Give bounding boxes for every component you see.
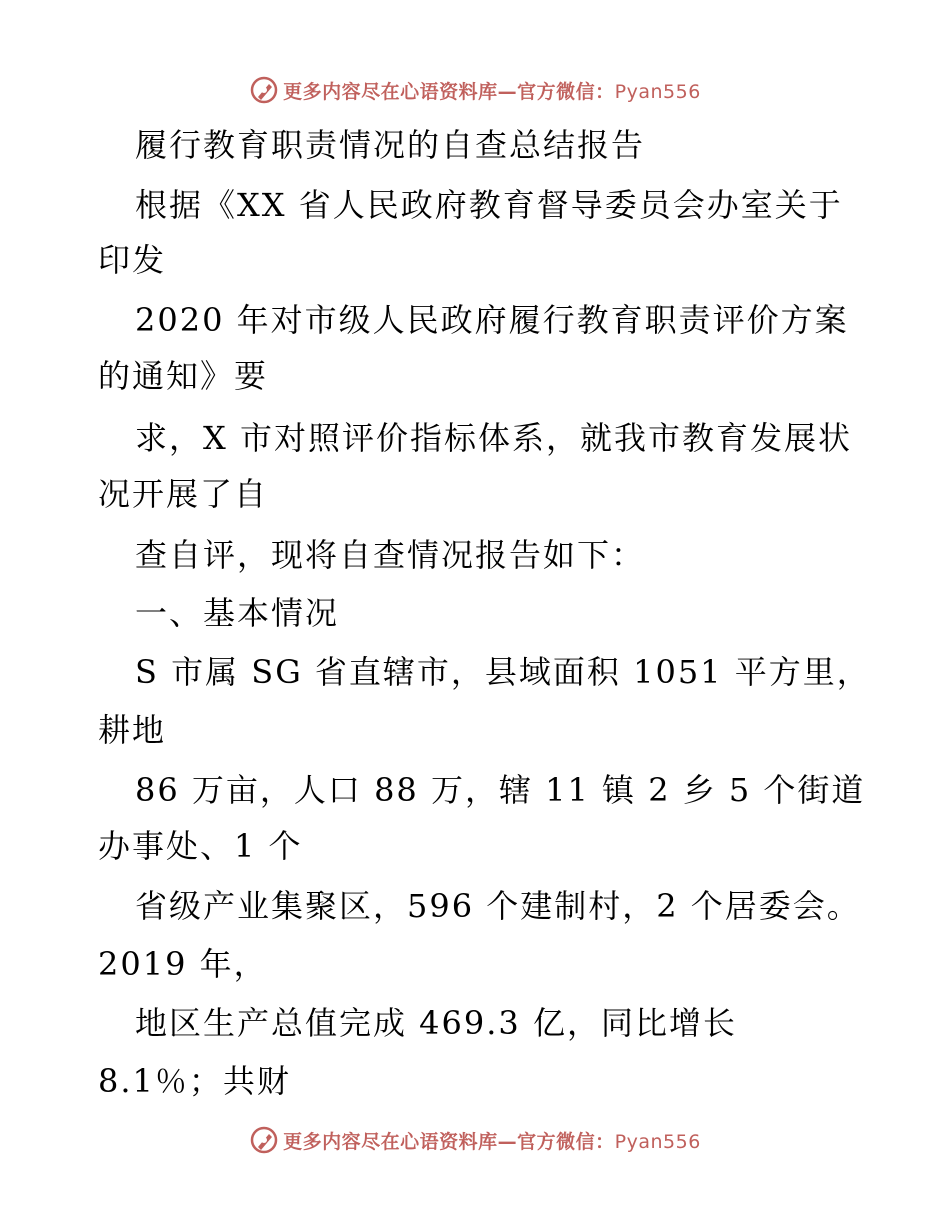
pen-logo-icon bbox=[249, 1125, 279, 1155]
wechat-handle: Pyan556 bbox=[614, 1130, 701, 1153]
paragraph-line: 况开展了自 bbox=[98, 475, 269, 513]
document-title: 履行教育职责情况的自查总结报告 bbox=[135, 126, 646, 164]
paragraph-line: 的通知》要 bbox=[98, 357, 269, 395]
wechat-handle: Pyan556 bbox=[614, 80, 701, 103]
paragraph-line: 2019 年， bbox=[98, 945, 268, 983]
paragraph-line: 查自评，现将自查情况报告如下： bbox=[135, 536, 646, 574]
paragraph-line: 8.1％；共财 bbox=[98, 1062, 291, 1100]
paragraph-line: 印发 bbox=[98, 241, 167, 279]
paragraph-line: 86 万亩，人口 88 万，辖 11 镇 2 乡 5 个街道 bbox=[135, 771, 866, 809]
section-heading: 一、基本情况 bbox=[135, 594, 340, 632]
paragraph-line: 省级产业集聚区，596 个建制村，2 个居委会。 bbox=[135, 887, 861, 925]
watermark-text: 更多内容尽在心语资料库—官方微信：Pyan556 bbox=[283, 80, 701, 103]
paragraph-line: 地区生产总值完成 469.3 亿，同比增长 bbox=[135, 1004, 737, 1042]
watermark-text: 更多内容尽在心语资料库—官方微信：Pyan556 bbox=[283, 1130, 701, 1153]
paragraph-line: 根据《XX 省人民政府教育督导委员会办室关于 bbox=[135, 186, 843, 224]
paragraph-line: 求，X 市对照评价指标体系，就我市教育发展状 bbox=[135, 419, 852, 457]
paragraph-line: S 市属 SG 省直辖市，县域面积 1051 平方里， bbox=[135, 653, 871, 691]
footer-watermark bbox=[0, 1120, 950, 1160]
paragraph-line: 办事处、1 个 bbox=[98, 827, 303, 865]
paragraph-line: 耕地 bbox=[98, 711, 167, 749]
paragraph-line: 2020 年对市级人民政府履行教育职责评价方案 bbox=[135, 301, 849, 339]
